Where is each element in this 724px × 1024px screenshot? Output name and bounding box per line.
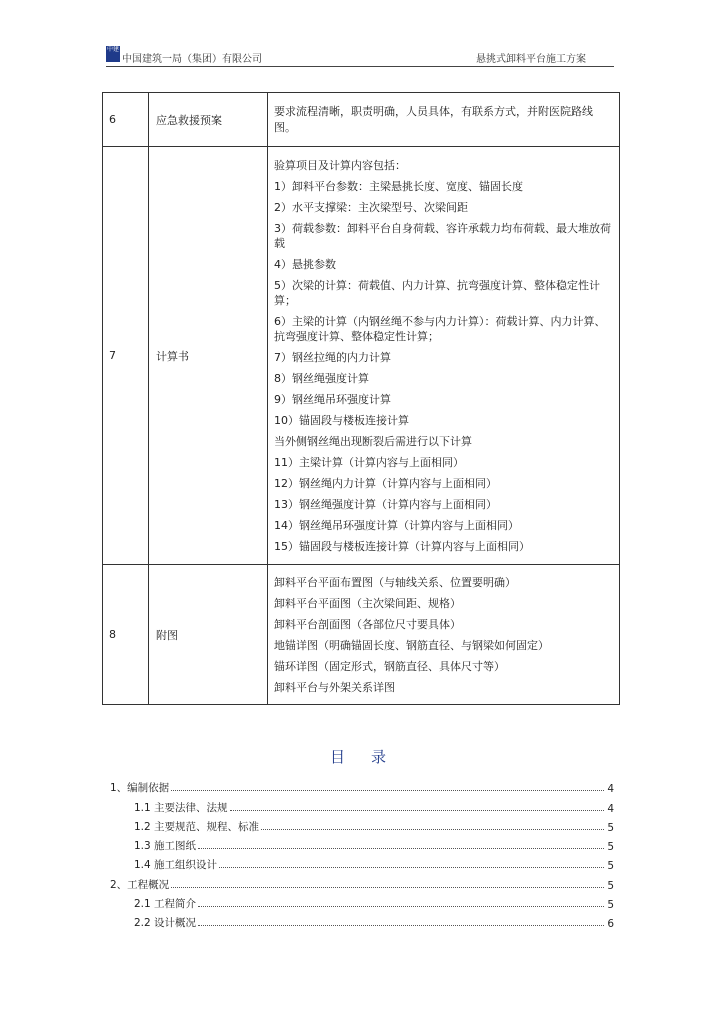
toc-entry-label: 1.3 施工图纸 [134, 840, 197, 853]
content-line: 6）主梁的计算（内钢丝绳不参与内力计算）：荷载计算、内力计算、抗弯强度计算、整体稳定性计算； [274, 314, 606, 343]
row-content [268, 93, 620, 147]
row-title: 附图 [149, 565, 268, 705]
content-line: 15）锚固段与楼板连接计算（计算内容与上面相同） [274, 539, 530, 553]
content-line: 验算项目及计算内容包括： [274, 158, 406, 172]
content-line: 5）次梁的计算：荷载值、内力计算、抗弯强度计算、整体稳定性计算； [274, 278, 600, 307]
content-line: 3）荷载参数：卸料平台自身荷载、容许承载力均布荷载、最大堆放荷载 [274, 221, 611, 250]
company-logo: 中建 [106, 46, 120, 62]
table-row [103, 93, 620, 147]
content-line: 卸料平台平面图（主次梁间距、规格） [274, 596, 461, 610]
toc-entry[interactable] [110, 853, 614, 872]
content-line: 9）钢丝绳吊环强度计算 [274, 392, 391, 406]
row-number: 7 [103, 147, 149, 565]
row-content [268, 147, 620, 565]
toc-entry-page: 5 [607, 841, 614, 854]
toc-entry[interactable] [110, 911, 614, 930]
dot-leader [219, 867, 604, 868]
toc-entry-label: 2.1 工程简介 [134, 898, 197, 911]
toc-entry-page: 5 [607, 860, 614, 873]
content-line: 12）钢丝绳内力计算（计算内容与上面相同） [274, 476, 497, 490]
content-line: 14）钢丝绳吊环强度计算（计算内容与上面相同） [274, 518, 519, 532]
row-number: 6 [103, 93, 149, 147]
content-line: 10）锚固段与楼板连接计算 [274, 413, 409, 427]
toc-title: 目录 [329, 748, 412, 766]
toc-entry-page: 4 [607, 783, 614, 796]
dot-leader [171, 790, 604, 791]
row-title: 计算书 [149, 147, 268, 565]
content-line: 卸料平台平面布置图（与轴线关系、位置要明确） [274, 575, 516, 589]
table-row [103, 565, 620, 705]
dot-leader [198, 848, 604, 849]
dot-leader [198, 906, 604, 907]
table-row [103, 147, 620, 565]
toc-entry-label: 1.1 主要法律、法规 [134, 801, 228, 814]
company-name: 中国建筑一局（集团）有限公司 [122, 54, 262, 65]
toc-entry-page: 5 [607, 821, 614, 834]
row-content [268, 565, 620, 705]
content-line: 1）卸料平台参数：主梁悬挑长度、宽度、锚固长度 [274, 179, 523, 193]
row-title: 应急救援预案 [149, 93, 268, 147]
toc-entry-label: 2.2 设计概况 [134, 917, 197, 930]
toc-entry-label: 1.4 施工组织设计 [134, 859, 218, 872]
dot-leader [198, 925, 604, 926]
page-header [106, 44, 614, 67]
content-line: 当外侧钢丝绳出现断裂后需进行以下计算 [274, 434, 472, 448]
toc-entry-page: 5 [607, 879, 614, 892]
toc-entry-page: 6 [607, 918, 614, 931]
toc-entry-label: 1、编制依据 [110, 782, 170, 795]
toc-entry[interactable] [110, 795, 614, 814]
content-line: 要求流程清晰，职责明确，人员具体，有联系方式，并附医院路线图。 [274, 104, 593, 134]
toc-entry[interactable] [110, 834, 614, 853]
dot-leader [171, 887, 604, 888]
dot-leader [230, 810, 604, 811]
content-line: 锚环详图（固定形式，钢筋直径、具体尺寸等） [274, 659, 505, 673]
toc-entry-label: 1.2 主要规范、规程、标准 [134, 820, 260, 833]
content-line: 卸料平台与外架关系详图 [274, 680, 395, 694]
toc-entry[interactable] [110, 872, 614, 891]
toc-entry-page: 5 [607, 899, 614, 912]
dot-leader [261, 829, 604, 830]
document-title: 悬挑式卸料平台施工方案 [476, 54, 586, 65]
toc-entry[interactable] [110, 892, 614, 911]
content-line: 8）钢丝绳强度计算 [274, 371, 369, 385]
row-number: 8 [103, 565, 149, 705]
toc-entry-page: 4 [607, 802, 614, 815]
content-line: 2）水平支撑梁：主次梁型号、次梁间距 [274, 200, 468, 214]
content-line: 7）钢丝拉绳的内力计算 [274, 350, 391, 364]
toc-entry[interactable] [110, 815, 614, 834]
content-line: 11）主梁计算（计算内容与上面相同） [274, 455, 464, 469]
content-line: 卸料平台剖面图（各部位尺寸要具体） [274, 617, 461, 631]
toc-entry[interactable] [110, 776, 614, 795]
content-line: 13）钢丝绳强度计算（计算内容与上面相同） [274, 497, 497, 511]
table-of-contents [110, 776, 614, 930]
toc-entry-label: 2、工程概况 [110, 878, 170, 891]
requirements-table [102, 92, 620, 705]
content-line: 4）悬挑参数 [274, 257, 336, 271]
content-line: 地锚详图（明确锚固长度、钢筋直径、与钢梁如何固定） [274, 638, 549, 652]
